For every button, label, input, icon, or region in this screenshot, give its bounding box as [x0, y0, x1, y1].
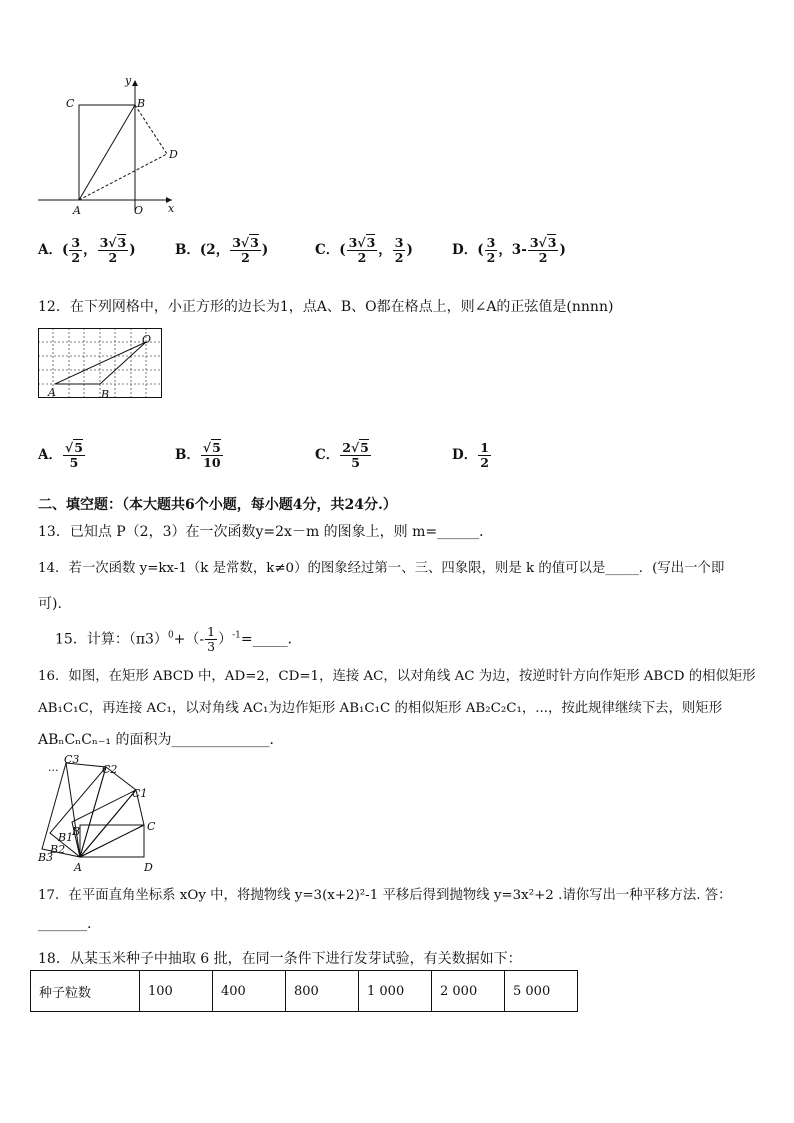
q12-b-frac: $\frac{√5}{10}$: [202, 440, 221, 470]
q17-line2: _______.: [38, 916, 92, 932]
q11-d-mid: ，3-: [498, 241, 527, 258]
table-cell: 2 000: [432, 971, 505, 1012]
q11-a-frac2: $\frac{3√3}{2}$: [99, 235, 127, 265]
fig16-b1-label: B1: [58, 831, 74, 844]
grid-point-a-label: A: [48, 386, 56, 399]
coordinate-figure: [30, 72, 190, 220]
q12-b-pre: B．: [175, 446, 200, 463]
table-row: [31, 971, 578, 1012]
q11-option-c[interactable]: [315, 236, 413, 265]
q11-d-pre: D．(: [452, 241, 484, 258]
fig16-c-label: C: [147, 820, 156, 833]
grid-point-b-label: B: [101, 388, 110, 400]
q11-c-pre: C．(: [315, 241, 346, 258]
q11-c-frac1: $\frac{3√3}{2}$: [348, 235, 376, 265]
q18-text: 18．从某玉米种子中抽取 6 批，在同一条件下进行发芽试验，有关数据如下：: [38, 951, 522, 967]
q16-line1: 16．如图，在矩形 ABCD 中，AD=2，CD=1，连接 AC，以对角线 AC 为边，按逆时针方向作矩形 ABCD 的相似矩形: [38, 669, 756, 684]
q12-d-pre: D．: [452, 446, 478, 463]
q17-line1: 17．在平面直角坐标系 xOy 中，将抛物线 y=3(x+2)²-1 平移后得到抛物线 y=3x²+2 .请你写出一种平移方法. 答：: [38, 888, 732, 903]
q16-line3: ABₙCₙCₙ₋₁ 的面积为______________．: [38, 732, 284, 748]
fig16-c2-label: C2: [102, 763, 118, 776]
fig16-a-label: A: [74, 861, 82, 874]
seed-table: [30, 970, 578, 1012]
q16-line2: AB₁C₁C，再连接 AC₁，以对角线 AC₁为边作矩形 AB₁C₁C 的相似矩形 AB₂C₂C₁，...，按此规律继续下去，则矩形: [38, 701, 723, 716]
fig16-b-label: B: [72, 825, 81, 838]
q11-a-post: ): [129, 241, 136, 258]
q11-option-a[interactable]: [38, 236, 136, 265]
q11-c-post: ): [406, 241, 413, 258]
q12-a-pre: A．: [38, 446, 62, 463]
point-a-label: A: [73, 204, 81, 217]
q11-b-post: ): [261, 241, 269, 258]
table-cell: 100: [140, 971, 213, 1012]
q11-d-frac2: $\frac{3√3}{2}$: [529, 235, 557, 265]
grid-point-o-label: O: [142, 333, 152, 346]
point-c-label: C: [66, 97, 75, 110]
q11-d-frac1: $\frac{3}{2}$: [486, 235, 496, 265]
fig16-dots: ...: [48, 761, 59, 774]
fig16-c3-label: C3: [64, 753, 80, 766]
table-cell: 400: [213, 971, 286, 1012]
point-o-label: O: [134, 204, 144, 217]
q11-option-d[interactable]: [452, 236, 566, 265]
fig16-b2-label: B2: [50, 843, 66, 856]
q11-a-pre: A．(: [38, 241, 69, 258]
q15-frac: $\frac{1}{3}$: [207, 624, 216, 654]
section-heading: 二、填空题：（本大题共6个小题，每小题4分，共24分.）: [38, 497, 397, 513]
q13-text: 13．已知点 P（2，3）在一次函数y=2x－m 的图象上，则 m=______．: [38, 524, 494, 540]
q11-option-b[interactable]: [175, 236, 268, 265]
q11-c-mid: ，: [378, 241, 392, 258]
q12-option-b[interactable]: [175, 441, 224, 470]
q12-d-frac: $\frac{1}{2}$: [480, 440, 489, 470]
similar-rectangles-figure: [36, 753, 166, 877]
q12-option-d[interactable]: [452, 441, 492, 470]
x-axis-label: x: [168, 202, 175, 215]
q11-d-post: ): [559, 241, 566, 258]
q12-a-frac: $\frac{√5}{5}$: [64, 440, 83, 470]
q15-text: 15．计算：$(\pi 3)^0+(-$ $\frac{1}{3}$ ）$^{-1}$=_____．: [55, 624, 302, 654]
q11-a-frac1: $\frac{3}{2}$: [71, 235, 81, 265]
fig16-d-label: D: [144, 861, 153, 874]
q12-option-c[interactable]: [315, 441, 372, 470]
q11-b-frac1: $\frac{3√3}{2}$: [232, 235, 259, 265]
q12-c-frac: $\frac{2√5}{5}$: [342, 440, 369, 470]
table-cell: 1 000: [359, 971, 432, 1012]
q12-stem: 12．在下列网格中，小正方形的边长为1，点A、B、O都在格点上，则∠A的正弦值是(nnnn): [38, 299, 614, 315]
q12-option-a[interactable]: [38, 441, 86, 470]
fig16-c1-label: C1: [132, 787, 148, 800]
q11-a-mid: ，: [83, 241, 97, 258]
point-b-label: B: [137, 97, 146, 110]
fig16-b3-label: B3: [38, 851, 54, 864]
table-cell: 800: [286, 971, 359, 1012]
grid-figure: [38, 328, 166, 400]
point-d-label: D: [169, 148, 178, 161]
q14-line2: 可).: [38, 596, 62, 612]
q12-c-pre: C．: [315, 446, 340, 463]
q11-b-pre: B．(2，: [175, 241, 230, 258]
y-axis-label: y: [125, 74, 132, 87]
table-header-cell: 种子粒数: [31, 971, 140, 1012]
table-cell: 5 000: [505, 971, 578, 1012]
q14-line1: 14．若一次函数 y=kx-1（k 是常数，k≠0）的图象经过第一、三、四象限，则是 k 的值可以是_____．(写出一个即: [38, 561, 725, 576]
q11-c-frac2: $\frac{3}{2}$: [394, 235, 404, 265]
